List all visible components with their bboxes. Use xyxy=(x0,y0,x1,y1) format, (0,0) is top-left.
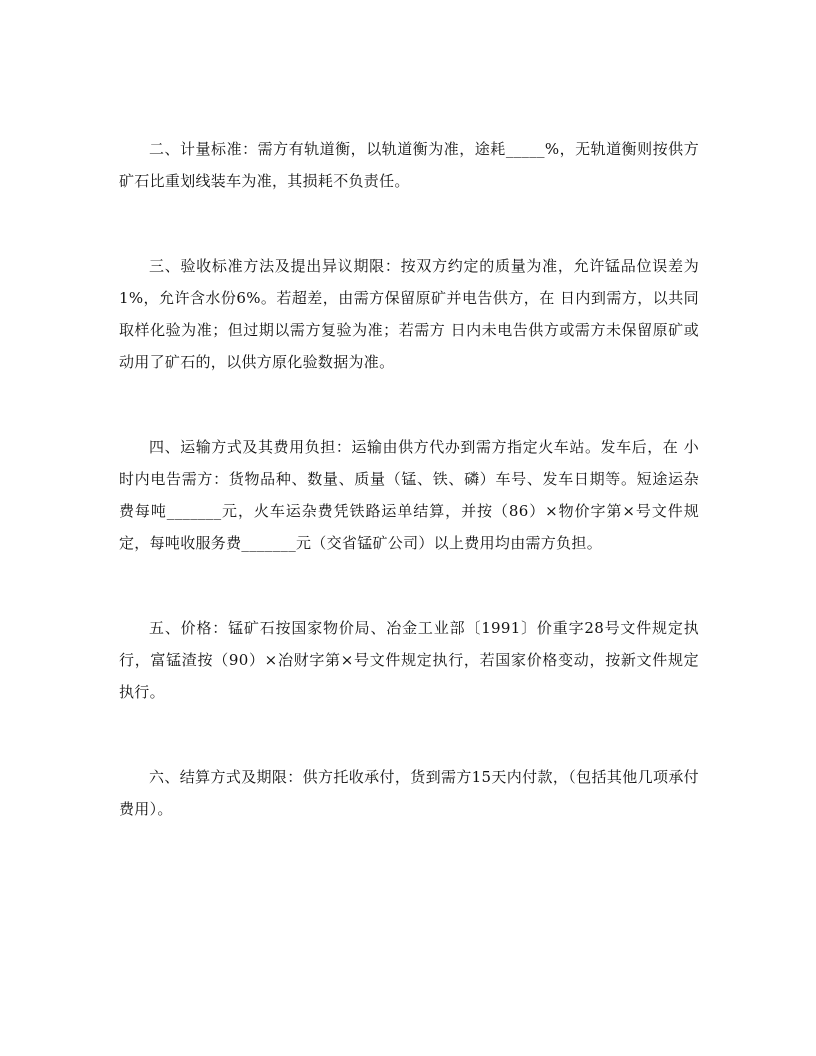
clause-acceptance-inspection: 三、验收标准方法及提出异议期限：按双方约定的质量为准，允许锰品位误差为1%，允许含水份6%。若超差，由需方保留原矿并电告供方，在 日内到需方，以共同取样化验为准；但过期以需方复验为准；若需方 日内未电告供方或需方未保留原矿或动用了矿石的，以供方原化验数据为准。 xyxy=(119,257,699,371)
clause-settlement: 六、结算方式及期限：供方托收承付，货到需方15天内付款，（包括其他几项承付费用）。 xyxy=(119,768,699,818)
clause-measurement-standard: 二、计量标准：需方有轨道衡，以轨道衡为准，途耗_____%，无轨道衡则按供方矿石比重划线装车为准，其损耗不负责任。 xyxy=(119,140,699,190)
clause-transport-costs: 四、运输方式及其费用负担：运输由供方代办到需方指定火车站。发车后，在 小时内电告需方：货物品种、数量、质量（锰、铁、磷）车号、发车日期等。短途运杂费每吨_______元，火车运杂费凭铁路运单结算，并按（86）×物价字第×号文件规定，每吨收服务费_______元（交省锰矿公司）以上费用均由需方负担。 xyxy=(119,438,699,552)
contract-body xyxy=(119,133,699,825)
clause-price: 五、价格：锰矿石按国家物价局、冶金工业部〔1991〕价重字28号文件规定执行，富锰渣按（90）×冶财字第×号文件规定执行，若国家价格变动，按新文件规定执行。 xyxy=(119,619,699,701)
